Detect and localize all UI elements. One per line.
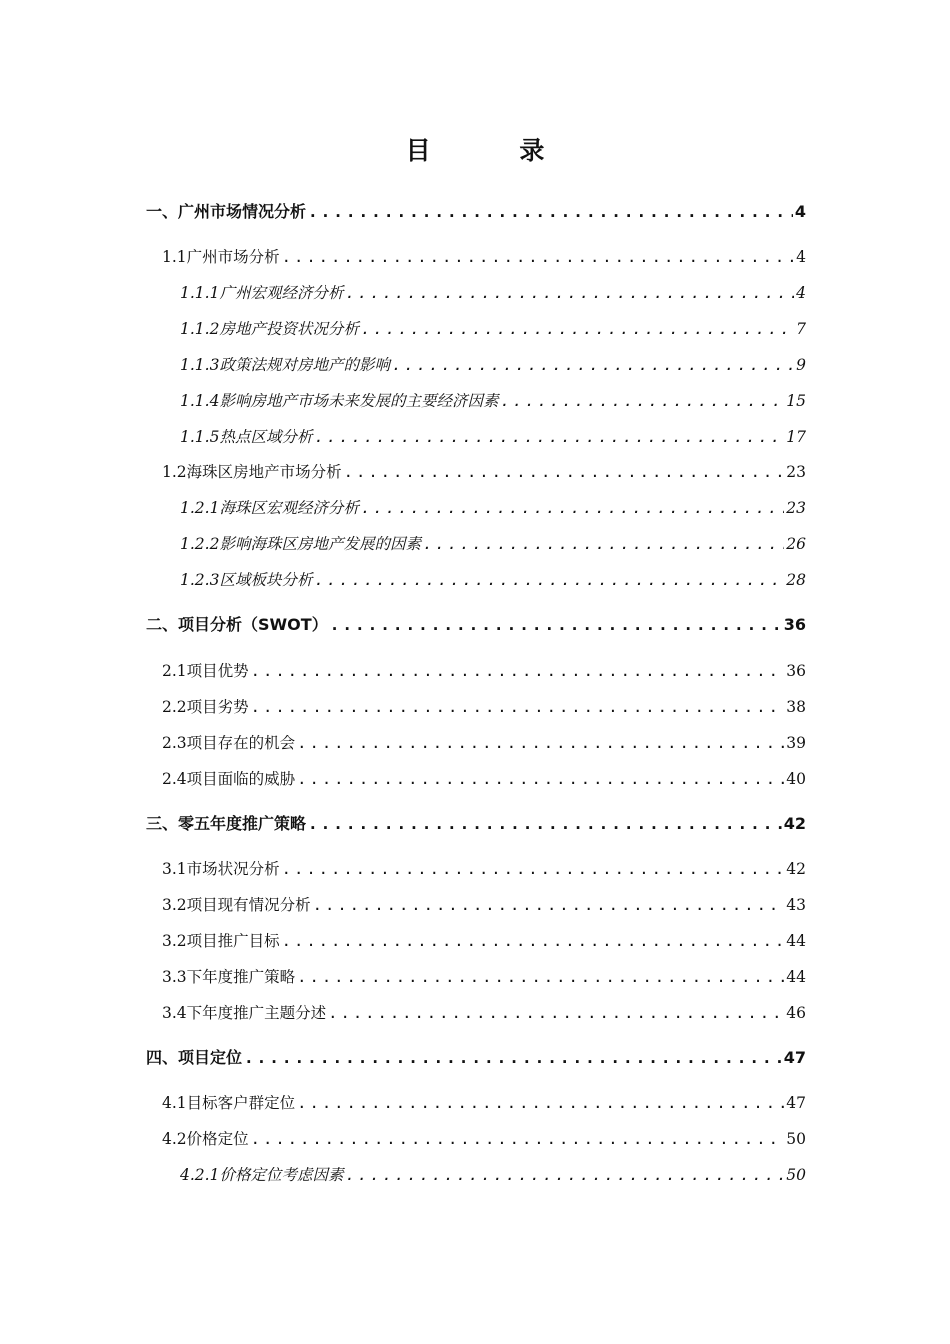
toc-entry-label: 1.1.4影响房地产市场未来发展的主要经济因素 (180, 392, 499, 410)
dot-leader (361, 496, 784, 520)
toc-entry-page-number: 47 (783, 1048, 806, 1067)
dot-leader (345, 1163, 784, 1187)
dot-leader (344, 460, 785, 484)
dot-leader (345, 281, 794, 305)
dot-leader (251, 695, 785, 719)
dot-leader (282, 857, 785, 881)
page-title: 目 录 (405, 136, 585, 165)
toc-entry-level3[interactable] (180, 317, 806, 341)
toc-entry-label: 1.1.3政策法规对房地产的影响 (180, 356, 390, 374)
toc-entry-page-number: 42 (786, 860, 806, 878)
toc-entry-level2[interactable] (162, 1127, 806, 1151)
toc-entry-page-number: 38 (786, 698, 806, 716)
toc-entry-page-number: 17 (786, 428, 806, 446)
toc-entry-page-number: 15 (786, 392, 806, 410)
toc-entry-page-number: 36 (783, 615, 806, 634)
toc-entry-level3[interactable] (180, 425, 806, 449)
dot-leader (314, 568, 784, 592)
dot-leader (308, 812, 782, 836)
toc-entry-level2[interactable] (162, 1091, 806, 1115)
dot-leader (251, 659, 785, 683)
toc-entry-page-number: 9 (796, 356, 806, 374)
dot-leader (244, 1046, 782, 1070)
toc-entry-label: 3.2项目推广目标 (162, 932, 280, 950)
toc-entry-label: 3.4下年度推广主题分述 (162, 1004, 327, 1022)
toc-entry-label: 1.1.2房地产投资状况分析 (180, 320, 359, 338)
toc-entry-level2[interactable] (162, 1001, 806, 1025)
toc-entry-page-number: 43 (786, 896, 806, 914)
toc-entry-label: 1.2海珠区房地产市场分析 (162, 463, 342, 481)
dot-leader (297, 767, 784, 791)
dot-leader (328, 1001, 784, 1025)
toc-entry-page-number: 40 (786, 770, 806, 788)
toc-entry-page-number: 44 (786, 968, 806, 986)
toc-entry-page-number: 47 (786, 1094, 806, 1112)
toc-entry-page-number: 28 (786, 571, 806, 589)
dot-leader (500, 389, 784, 413)
dot-leader (297, 731, 784, 755)
toc-entry-level3[interactable] (180, 389, 806, 413)
toc-entry-label: 1.1.1广州宏观经济分析 (180, 284, 344, 302)
toc-entry-label: 1.2.1海珠区宏观经济分析 (180, 499, 359, 517)
toc-entry-level2[interactable] (162, 245, 806, 269)
toc-entry-page-number: 36 (786, 662, 806, 680)
dot-leader (308, 200, 793, 224)
toc-entry-label: 1.2.3区域板块分析 (180, 571, 313, 589)
toc-entry-label: 2.3项目存在的机会 (162, 734, 296, 752)
toc-entry-page-number: 50 (786, 1166, 806, 1184)
dot-leader (423, 532, 784, 556)
toc-entry-label: 1.1.5热点区域分析 (180, 428, 313, 446)
toc-entry-page-number: 4 (794, 202, 806, 221)
toc-entry-label: 1.2.2影响海珠区房地产发展的因素 (180, 535, 421, 553)
toc-entry-page-number: 39 (786, 734, 806, 752)
toc-entry-page-number: 44 (786, 932, 806, 950)
toc-entry-level3[interactable] (180, 1163, 806, 1187)
toc-entry-level3[interactable] (180, 353, 806, 377)
toc-entry-level3[interactable] (180, 496, 806, 520)
toc-entry-level2[interactable] (162, 893, 806, 917)
toc-entry-level2[interactable] (162, 965, 806, 989)
toc-entry-page-number: 23 (786, 499, 806, 517)
toc-entry-page-number: 23 (786, 463, 806, 481)
toc-entry-level2[interactable] (162, 659, 806, 683)
toc-entry-page-number: 50 (786, 1130, 806, 1148)
dot-leader (251, 1127, 785, 1151)
dot-leader (282, 929, 785, 953)
toc-entry-page-number: 42 (783, 814, 806, 833)
dot-leader (297, 965, 784, 989)
toc-entry-level1[interactable] (146, 1046, 806, 1070)
toc-entry-label: 3.3下年度推广策略 (162, 968, 296, 986)
toc-entry-page-number: 26 (786, 535, 806, 553)
toc-entry-level2[interactable] (162, 460, 806, 484)
toc-entry-label: 四、项目定位 (146, 1048, 243, 1067)
toc-entry-level2[interactable] (162, 929, 806, 953)
dot-leader (392, 353, 794, 377)
toc-entry-label: 1.1广州市场分析 (162, 248, 280, 266)
toc-entry-level2[interactable] (162, 767, 806, 791)
toc-entry-level2[interactable] (162, 731, 806, 755)
toc-entry-label: 3.2项目现有情况分析 (162, 896, 311, 914)
toc-entry-page-number: 46 (786, 1004, 806, 1022)
dot-leader (314, 425, 784, 449)
toc-entry-page-number: 4 (796, 284, 806, 302)
toc-entry-label: 4.1目标客户群定位 (162, 1094, 296, 1112)
toc-entry-label: 3.1市场状况分析 (162, 860, 280, 878)
dot-leader (282, 245, 794, 269)
toc-entry-label: 三、零五年度推广策略 (146, 814, 307, 833)
toc-entry-label: 2.1项目优势 (162, 662, 249, 680)
dot-leader (330, 613, 782, 637)
toc-entry-level1[interactable] (146, 613, 806, 637)
toc-entry-label: 4.2.1价格定位考虑因素 (180, 1166, 344, 1184)
toc-entry-page-number: 4 (796, 248, 806, 266)
toc-entry-label: 4.2价格定位 (162, 1130, 249, 1148)
toc-entry-page-number: 7 (796, 320, 806, 338)
dot-leader (361, 317, 794, 341)
toc-entry-level2[interactable] (162, 695, 806, 719)
toc-entry-level3[interactable] (180, 568, 806, 592)
toc-entry-label: 二、项目分析（SWOT） (146, 615, 328, 634)
dot-leader (313, 893, 785, 917)
toc-entry-level3[interactable] (180, 281, 806, 305)
toc-entry-level1[interactable] (146, 812, 806, 836)
toc-entry-label: 2.4项目面临的威胁 (162, 770, 296, 788)
toc-entry-level2[interactable] (162, 857, 806, 881)
toc-entry-label: 2.2项目劣势 (162, 698, 249, 716)
toc-entry-label: 一、广州市场情况分析 (146, 202, 307, 221)
toc-entry-level1[interactable] (146, 200, 806, 224)
dot-leader (297, 1091, 784, 1115)
toc-entry-level3[interactable] (180, 532, 806, 556)
